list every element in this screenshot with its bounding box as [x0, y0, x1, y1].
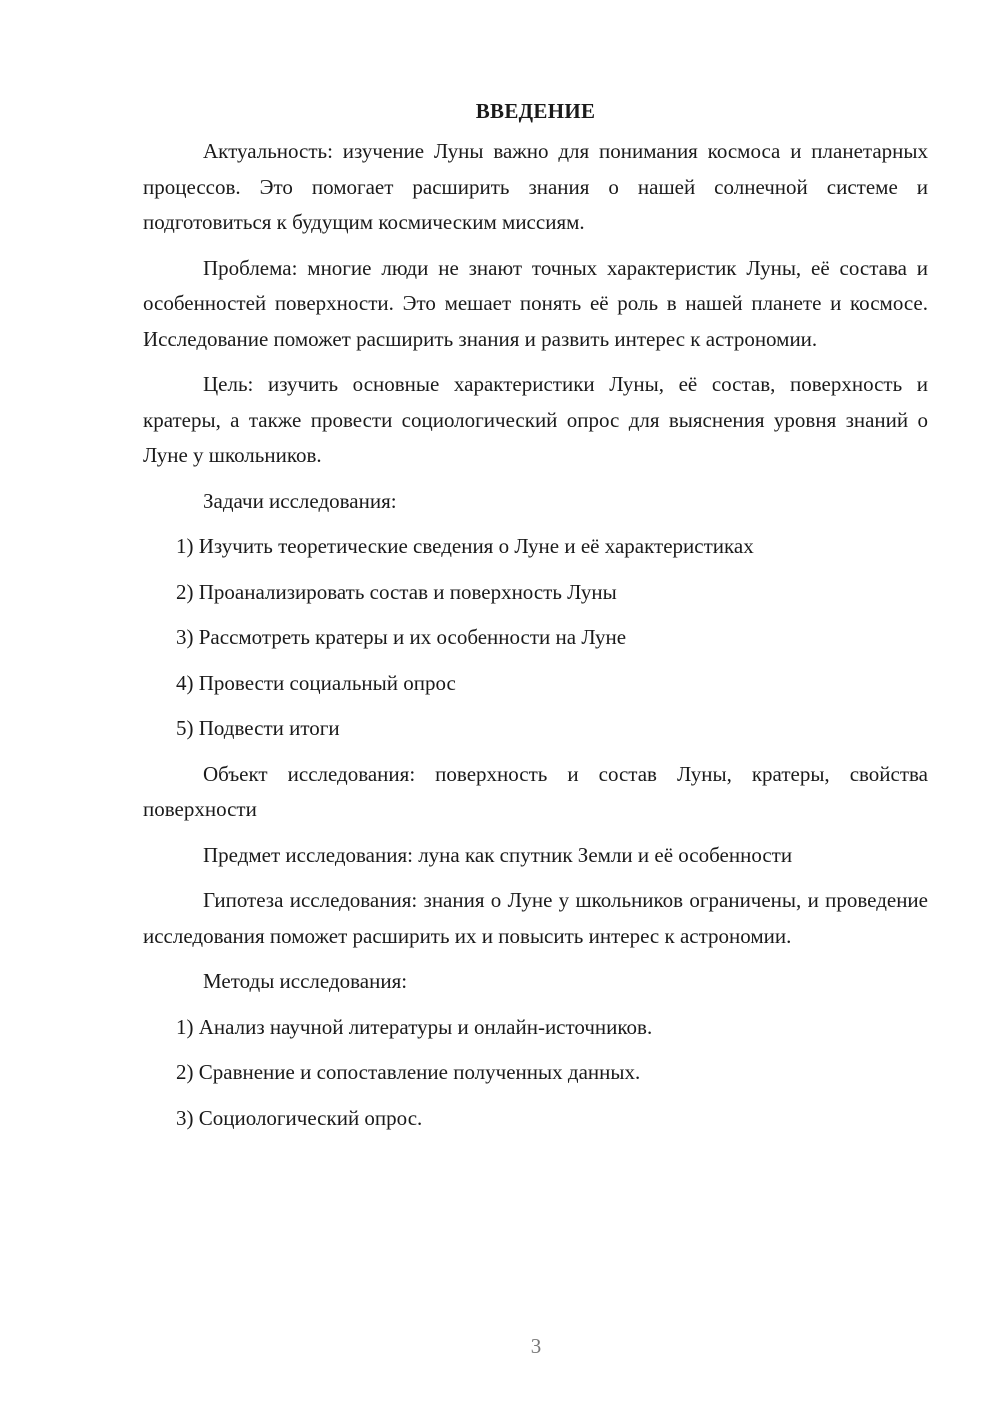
method-item: 3) Социологический опрос. [176, 1105, 423, 1130]
methods-list [143, 1010, 928, 1137]
tasks-list [143, 529, 928, 747]
task-item: 1) Изучить теоретические сведения о Луне и её характеристиках [176, 534, 754, 558]
tasks-heading: Задачи исследования: [203, 488, 397, 513]
page-content [143, 96, 928, 1146]
task-item: 5) Подвести итоги [176, 716, 340, 740]
method-item: 2) Сравнение и сопоставление полученных данных. [176, 1060, 641, 1084]
object-paragraph: Объект исследования: поверхность и состав Луны, кратеры, свойства поверхности [143, 761, 928, 821]
goal-paragraph: Цель: изучить основные характеристики Луны, её состав, поверхность и кратеры, а также провести социологический опрос для выяснения уровня знаний о Луне у школьников. [143, 372, 928, 467]
method-item: 1) Анализ научной литературы и онлайн-источников. [176, 1014, 653, 1039]
task-item: 4) Провести социальный опрос [176, 670, 456, 695]
methods-heading: Методы исследования: [203, 969, 408, 993]
relevance-paragraph: Актуальность: изучение Луны важно для понимания космоса и планетарных процессов. Это помогает расширить знания о нашей солнечной системе и подготовиться к будущим космическим миссиям. [143, 139, 928, 234]
section-title: ВВЕДЕНИЕ [475, 99, 596, 123]
page-number: 3 [530, 1334, 542, 1358]
task-item: 2) Проанализировать состав и поверхность Луны [176, 579, 617, 604]
task-item: 3) Рассмотреть кратеры и их особенности на Луне [176, 625, 627, 649]
subject-paragraph: Предмет исследования: луна как спутник Земли и её особенности [203, 842, 793, 867]
problem-paragraph: Проблема: многие люди не знают точных характеристик Луны, её состава и особенностей поверхности. Это мешает понять её роль в нашей планете и космосе. Исследование поможет расширить знания и развить интерес к астрономии. [143, 255, 928, 351]
hypothesis-paragraph: Гипотеза исследования: знания о Луне у школьников ограничены, и проведение исследования поможет расширить их и повысить интерес к астрономии. [143, 888, 928, 948]
